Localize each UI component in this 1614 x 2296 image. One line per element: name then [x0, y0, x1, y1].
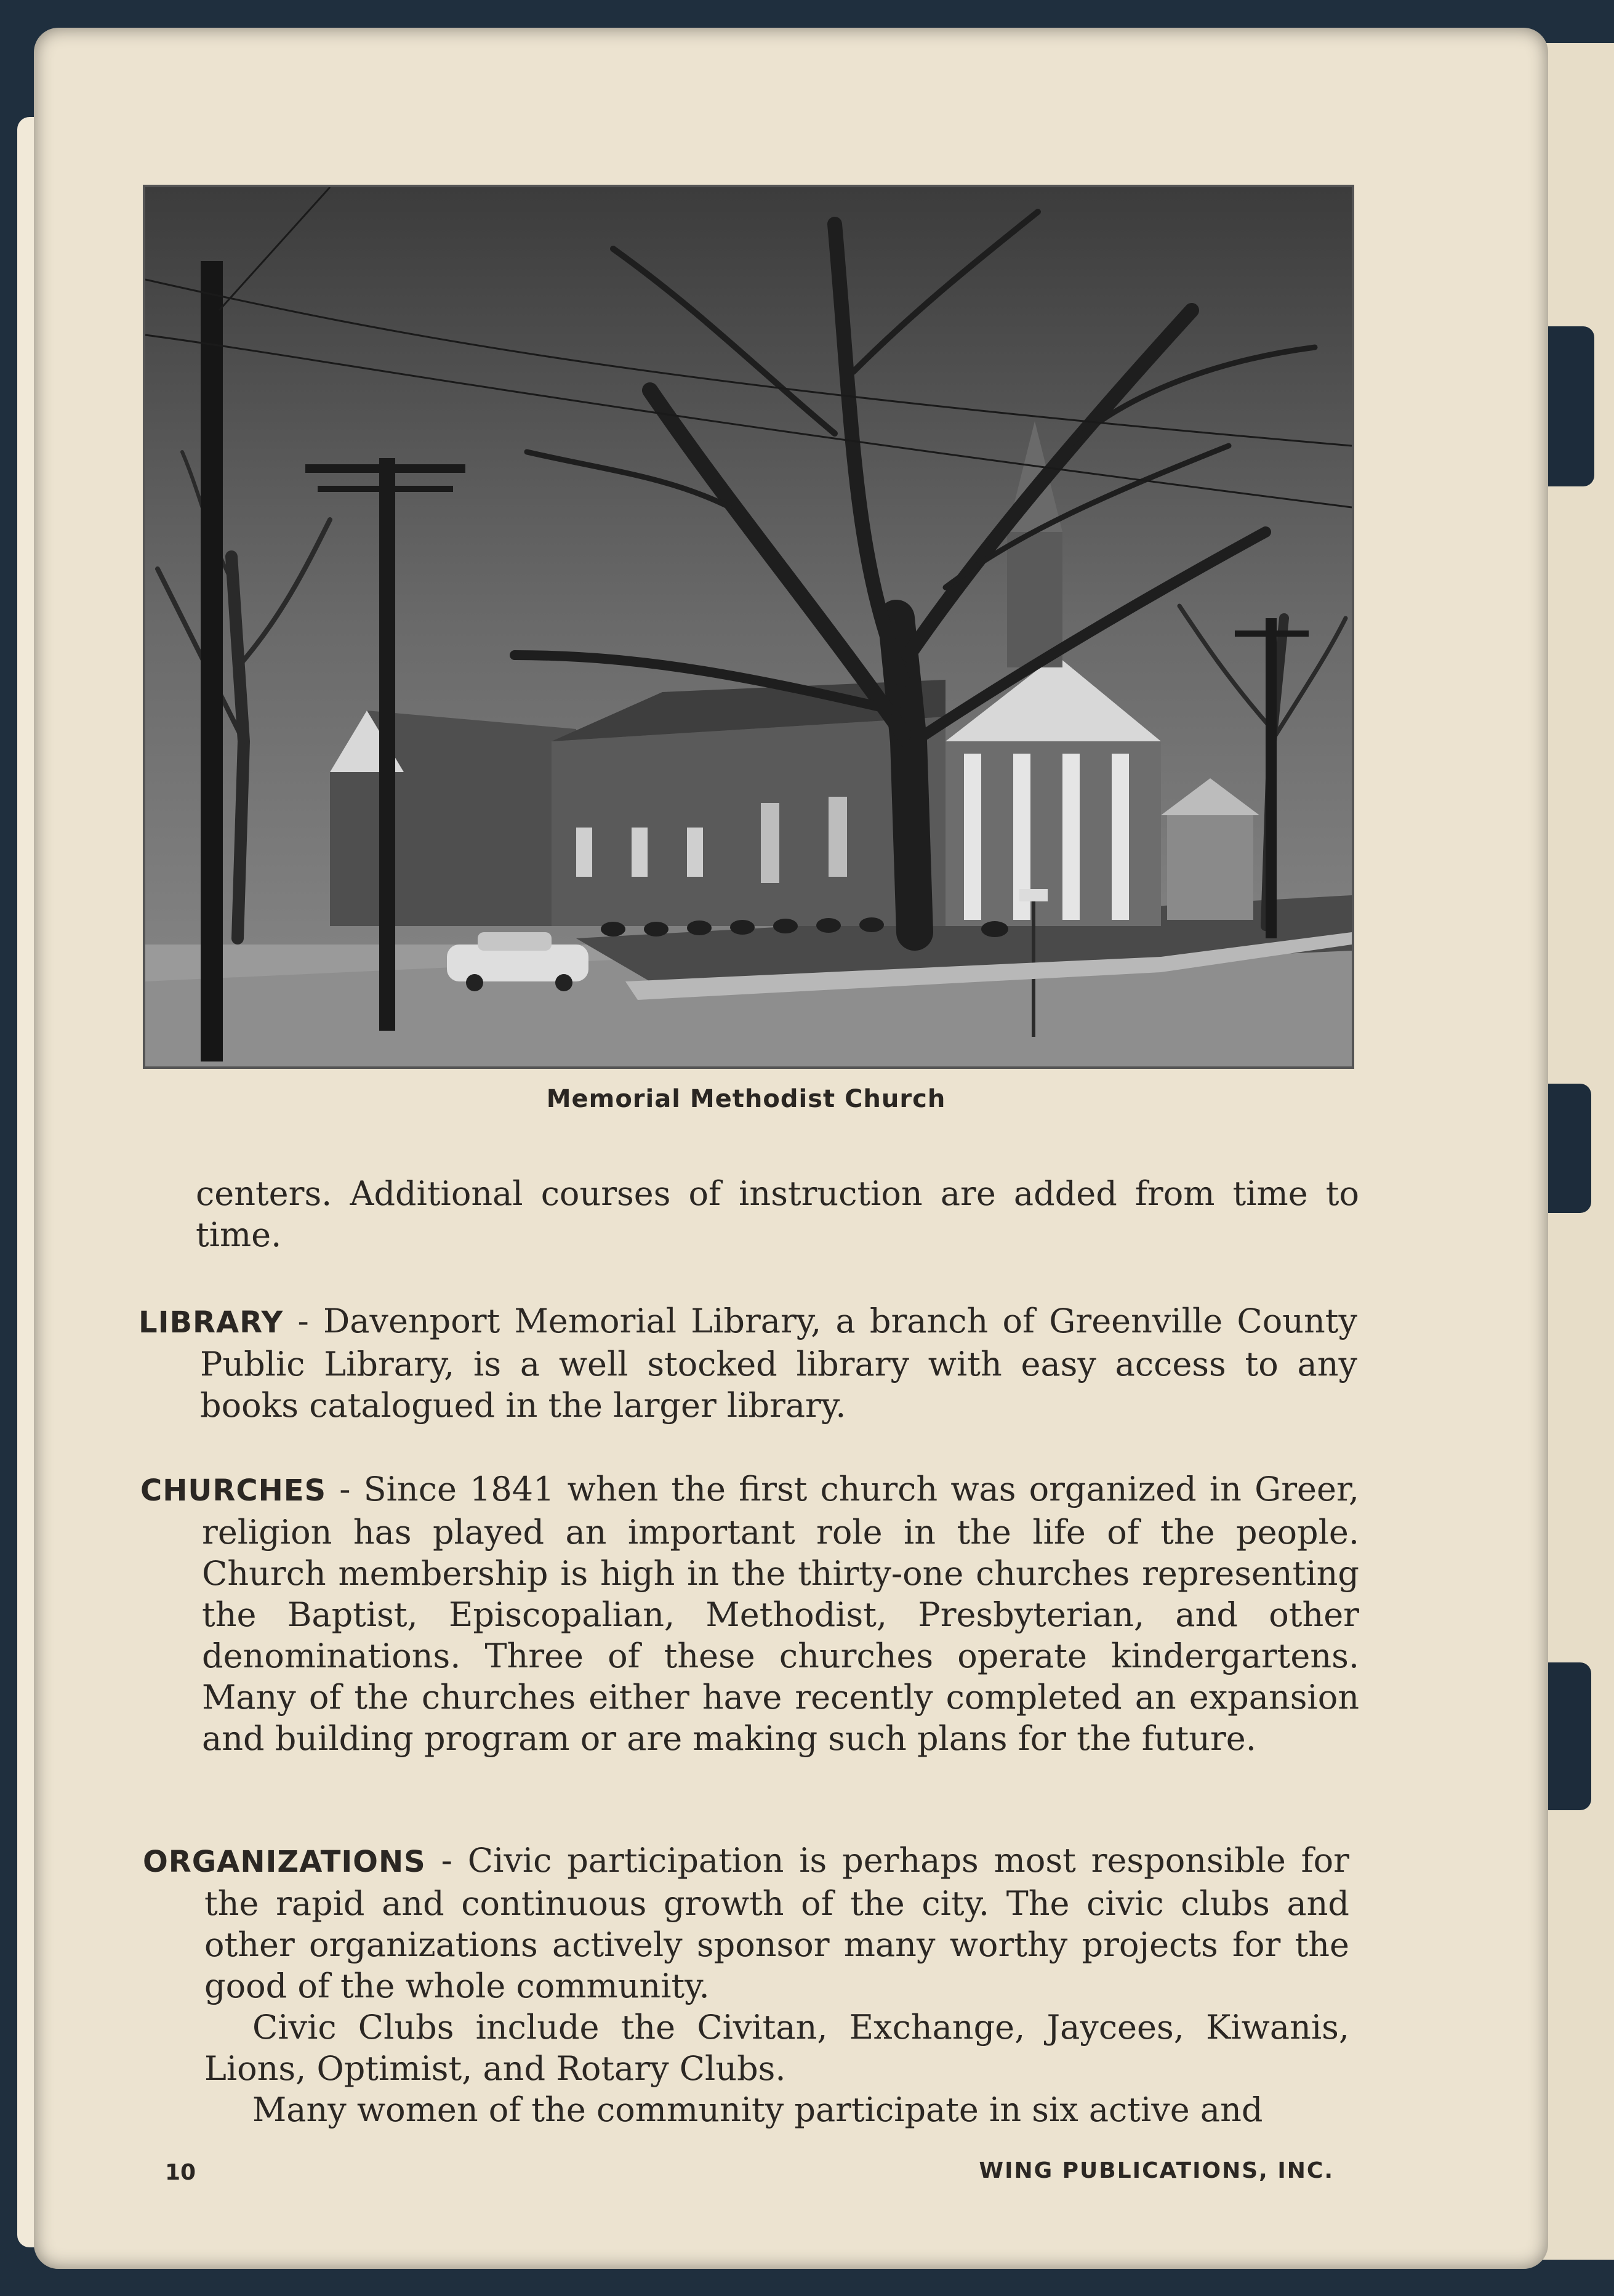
- publisher-footer: WING PUBLICATIONS, INC.: [979, 2158, 1334, 2183]
- church-photo-image: [145, 187, 1352, 1066]
- church-photo: [143, 185, 1354, 1069]
- page-number: 10: [165, 2160, 196, 2185]
- intro-paragraph: [196, 1173, 1359, 1255]
- library-text: - Davenport Memorial Library, a branch of Greenville County Public Library, is a well stocked library with easy access to any books catalogued in the larger library.: [200, 1302, 1357, 1425]
- library-section: [139, 1300, 1357, 1426]
- churches-paragraph: [140, 1468, 1359, 1759]
- library-heading: LIBRARY: [139, 1305, 284, 1340]
- library-paragraph: [139, 1300, 1357, 1426]
- civic-clubs-paragraph: Civic Clubs include the Civitan, Exchange, Jaycees, Kiwanis, Lions, Optimist, and Rotary Clubs.: [204, 2008, 1349, 2088]
- organizations-text: - Civic participation is perhaps most responsible for the rapid and continuous growth of the city. The civic clubs and other organizations actively sponsor many worthy projects for the good of the whole community.: [204, 1841, 1349, 2005]
- churches-text: - Since 1841 when the first church was organized in Greer, religion has played an important role in the life of the people. Church membership is high in the thirty-one churches representing the Baptist, Episcopalian, Methodist, Presbyterian, and other denominations. Three of these churches operate kindergartens. Many of the churches either have recently completed an expansion and building program or are making such plans for the future.: [202, 1470, 1359, 1758]
- intro-text: centers. Additional courses of instruction are added from time to time.: [196, 1174, 1359, 1254]
- organizations-paragraph: [143, 1840, 1349, 2007]
- churches-heading: CHURCHES: [140, 1473, 327, 1508]
- organizations-section: [143, 1840, 1349, 2130]
- women-paragraph: Many women of the community participate in six active and: [252, 2090, 1263, 2129]
- churches-section: [140, 1468, 1359, 1759]
- organizations-heading: ORGANIZATIONS: [143, 1845, 426, 1879]
- photo-caption: Memorial Methodist Church: [546, 1085, 946, 1113]
